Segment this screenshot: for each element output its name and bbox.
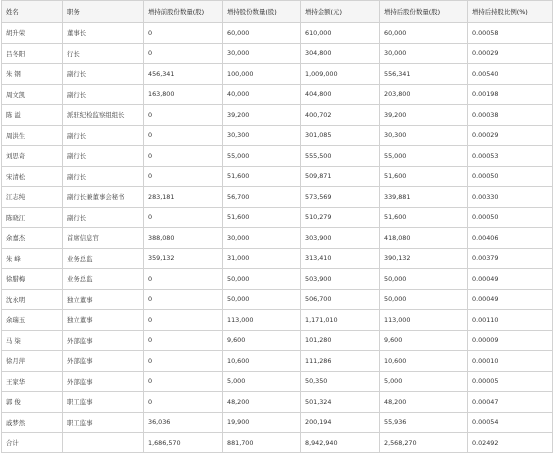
table-row: [2, 269, 553, 290]
shares-added-cell: 55,000: [223, 146, 301, 167]
shares-before-cell: 0: [144, 43, 223, 64]
name-cell: 宋清松: [2, 166, 63, 187]
shares-after-cell: 339,881: [380, 187, 468, 208]
shares-before-cell: 0: [144, 23, 223, 44]
position-cell: 独立董事: [63, 289, 144, 310]
ratio-cell: 0.00029: [468, 125, 553, 146]
name-cell: 沈永明: [2, 289, 63, 310]
shares-added-cell: 10,600: [223, 351, 301, 372]
ratio-cell: 0.00049: [468, 269, 553, 290]
shares-added-cell: 113,000: [223, 310, 301, 331]
table-header-row: [2, 1, 553, 23]
shares-added-cell: 48,200: [223, 392, 301, 413]
shareholding-table: [1, 0, 553, 453]
amount-cell: 610,000: [301, 23, 380, 44]
name-cell: 胡升荣: [2, 23, 63, 44]
amount-cell: 301,085: [301, 125, 380, 146]
amount-cell: 503,900: [301, 269, 380, 290]
shares-added-cell: 9,600: [223, 330, 301, 351]
total-label: 合计: [2, 433, 63, 453]
shares-before-cell: 456,341: [144, 64, 223, 85]
shares-before-cell: 0: [144, 207, 223, 228]
name-cell: 余嘉杰: [2, 228, 63, 249]
shares-before-cell: 0: [144, 330, 223, 351]
ratio-cell: 0.00330: [468, 187, 553, 208]
ratio-cell: 0.00198: [468, 84, 553, 105]
table-row: [2, 351, 553, 372]
position-cell: 业务总监: [63, 248, 144, 269]
name-cell: 周洪生: [2, 125, 63, 146]
name-cell: 刘思奇: [2, 146, 63, 167]
position-cell: 首席信息官: [63, 228, 144, 249]
shares-after-cell: 113,000: [380, 310, 468, 331]
shares-after-cell: 5,000: [380, 371, 468, 392]
amount-cell: 304,800: [301, 43, 380, 64]
table-row: [2, 289, 553, 310]
table-row: [2, 248, 553, 269]
table-row: [2, 371, 553, 392]
total-ratio-cell: 0.02492: [468, 433, 553, 453]
ratio-header: 增持后持股比例(%): [468, 1, 553, 23]
total-shares-after-cell: 2,568,270: [380, 433, 468, 453]
table-row: [2, 228, 553, 249]
table-row: [2, 392, 553, 413]
name-cell: 吕冬阳: [2, 43, 63, 64]
amount-cell: 501,324: [301, 392, 380, 413]
position-cell: 外部监事: [63, 371, 144, 392]
name-cell: 朱 峰: [2, 248, 63, 269]
ratio-cell: 0.00379: [468, 248, 553, 269]
shares-after-header: 增持后股份数量(股): [380, 1, 468, 23]
amount-cell: 1,009,000: [301, 64, 380, 85]
shares-before-cell: 283,181: [144, 187, 223, 208]
shares-before-cell: 388,080: [144, 228, 223, 249]
table-row: [2, 64, 553, 85]
name-cell: 江志纯: [2, 187, 63, 208]
position-cell: 副行长: [63, 166, 144, 187]
shares-after-cell: 50,000: [380, 269, 468, 290]
shares-added-cell: 39,200: [223, 105, 301, 126]
table-row: [2, 207, 553, 228]
ratio-cell: 0.00050: [468, 207, 553, 228]
shares-before-cell: 0: [144, 351, 223, 372]
amount-cell: 303,900: [301, 228, 380, 249]
ratio-cell: 0.00110: [468, 310, 553, 331]
ratio-cell: 0.00038: [468, 105, 553, 126]
shares-after-cell: 9,600: [380, 330, 468, 351]
shares-added-cell: 51,600: [223, 166, 301, 187]
shares-after-cell: 556,341: [380, 64, 468, 85]
shares-added-cell: 30,000: [223, 43, 301, 64]
name-cell: 王家华: [2, 371, 63, 392]
position-cell: 副行长: [63, 125, 144, 146]
name-header: 姓名: [2, 1, 63, 23]
ratio-cell: 0.00005: [468, 371, 553, 392]
amount-cell: 200,194: [301, 412, 380, 433]
table-row: [2, 23, 553, 44]
shares-before-cell: 0: [144, 289, 223, 310]
amount-cell: 573,569: [301, 187, 380, 208]
position-cell: 副行长: [63, 84, 144, 105]
shares-after-cell: 30,000: [380, 43, 468, 64]
position-cell: 职工监事: [63, 392, 144, 413]
table-body: [2, 23, 553, 453]
name-cell: 郭 俊: [2, 392, 63, 413]
shares-added-cell: 19,900: [223, 412, 301, 433]
shares-added-cell: 100,000: [223, 64, 301, 85]
amount-cell: 400,702: [301, 105, 380, 126]
name-cell: 徐腊梅: [2, 269, 63, 290]
shares-after-cell: 30,300: [380, 125, 468, 146]
amount-cell: 509,871: [301, 166, 380, 187]
name-cell: 朱 钢: [2, 64, 63, 85]
position-cell: 行长: [63, 43, 144, 64]
position-cell: 副行长兼董事会秘书: [63, 187, 144, 208]
shares-after-cell: 51,600: [380, 207, 468, 228]
shares-added-header: 增持股份数量(股): [223, 1, 301, 23]
shares-added-cell: 51,600: [223, 207, 301, 228]
shares-after-cell: 203,800: [380, 84, 468, 105]
amount-cell: 101,280: [301, 330, 380, 351]
shares-before-cell: 359,132: [144, 248, 223, 269]
shares-before-cell: 0: [144, 166, 223, 187]
total-amount-cell: 8,942,940: [301, 433, 380, 453]
ratio-cell: 0.00009: [468, 330, 553, 351]
table-row: [2, 84, 553, 105]
amount-cell: 510,279: [301, 207, 380, 228]
amount-cell: 111,286: [301, 351, 380, 372]
shares-added-cell: 30,000: [223, 228, 301, 249]
amount-cell: 50,350: [301, 371, 380, 392]
name-cell: 陈 溢: [2, 105, 63, 126]
shares-after-cell: 51,600: [380, 166, 468, 187]
shares-before-cell: 0: [144, 146, 223, 167]
shares-after-cell: 55,000: [380, 146, 468, 167]
shares-before-cell: 163,800: [144, 84, 223, 105]
shares-added-cell: 31,000: [223, 248, 301, 269]
shares-before-cell: 0: [144, 269, 223, 290]
shares-after-cell: 50,000: [380, 289, 468, 310]
table-row: [2, 105, 553, 126]
shares-after-cell: 39,200: [380, 105, 468, 126]
table-row: [2, 166, 553, 187]
total-position-cell: [63, 433, 144, 453]
position-cell: 董事长: [63, 23, 144, 44]
total-row: [2, 433, 553, 453]
shares-before-cell: 36,036: [144, 412, 223, 433]
shares-after-cell: 10,600: [380, 351, 468, 372]
ratio-cell: 0.00058: [468, 23, 553, 44]
shares-after-cell: 60,000: [380, 23, 468, 44]
position-cell: 外部监事: [63, 330, 144, 351]
position-header: 职务: [63, 1, 144, 23]
table-row: [2, 187, 553, 208]
position-cell: 副行长: [63, 146, 144, 167]
shares-added-cell: 30,300: [223, 125, 301, 146]
shares-added-cell: 5,000: [223, 371, 301, 392]
position-cell: 业务总监: [63, 269, 144, 290]
ratio-cell: 0.00050: [468, 166, 553, 187]
shares-added-cell: 56,700: [223, 187, 301, 208]
amount-cell: 1,171,010: [301, 310, 380, 331]
shares-before-cell: 0: [144, 125, 223, 146]
shares-before-cell: 0: [144, 105, 223, 126]
ratio-cell: 0.00047: [468, 392, 553, 413]
table-row: [2, 43, 553, 64]
shares-before-cell: 0: [144, 392, 223, 413]
shares-added-cell: 50,000: [223, 269, 301, 290]
name-cell: 徐月萍: [2, 351, 63, 372]
name-cell: 马 柒: [2, 330, 63, 351]
amount-header: 增持金额(元): [301, 1, 380, 23]
name-cell: 陈晓江: [2, 207, 63, 228]
position-cell: 派驻纪检监察组组长: [63, 105, 144, 126]
ratio-cell: 0.00053: [468, 146, 553, 167]
shares-before-cell: 0: [144, 310, 223, 331]
total-shares-added-cell: 881,700: [223, 433, 301, 453]
ratio-cell: 0.00054: [468, 412, 553, 433]
table-row: [2, 310, 553, 331]
ratio-cell: 0.00029: [468, 43, 553, 64]
amount-cell: 555,500: [301, 146, 380, 167]
amount-cell: 506,700: [301, 289, 380, 310]
shares-before-cell: 0: [144, 371, 223, 392]
shares-before-header: 增持前股份数量(股): [144, 1, 223, 23]
shares-after-cell: 48,200: [380, 392, 468, 413]
shares-added-cell: 40,000: [223, 84, 301, 105]
position-cell: 独立董事: [63, 310, 144, 331]
position-cell: 副行长: [63, 207, 144, 228]
shares-added-cell: 60,000: [223, 23, 301, 44]
ratio-cell: 0.00540: [468, 64, 553, 85]
total-shares-before-cell: 1,686,570: [144, 433, 223, 453]
shares-after-cell: 390,132: [380, 248, 468, 269]
name-cell: 余瑞玉: [2, 310, 63, 331]
ratio-cell: 0.00010: [468, 351, 553, 372]
table-row: [2, 330, 553, 351]
shares-after-cell: 418,080: [380, 228, 468, 249]
shares-after-cell: 55,936: [380, 412, 468, 433]
table-row: [2, 412, 553, 433]
amount-cell: 313,410: [301, 248, 380, 269]
position-cell: 外部监事: [63, 351, 144, 372]
ratio-cell: 0.00406: [468, 228, 553, 249]
shares-added-cell: 50,000: [223, 289, 301, 310]
position-cell: 副行长: [63, 64, 144, 85]
name-cell: 戚梦然: [2, 412, 63, 433]
position-cell: 职工监事: [63, 412, 144, 433]
table-row: [2, 146, 553, 167]
name-cell: 周文凯: [2, 84, 63, 105]
table-row: [2, 125, 553, 146]
ratio-cell: 0.00049: [468, 289, 553, 310]
amount-cell: 404,800: [301, 84, 380, 105]
